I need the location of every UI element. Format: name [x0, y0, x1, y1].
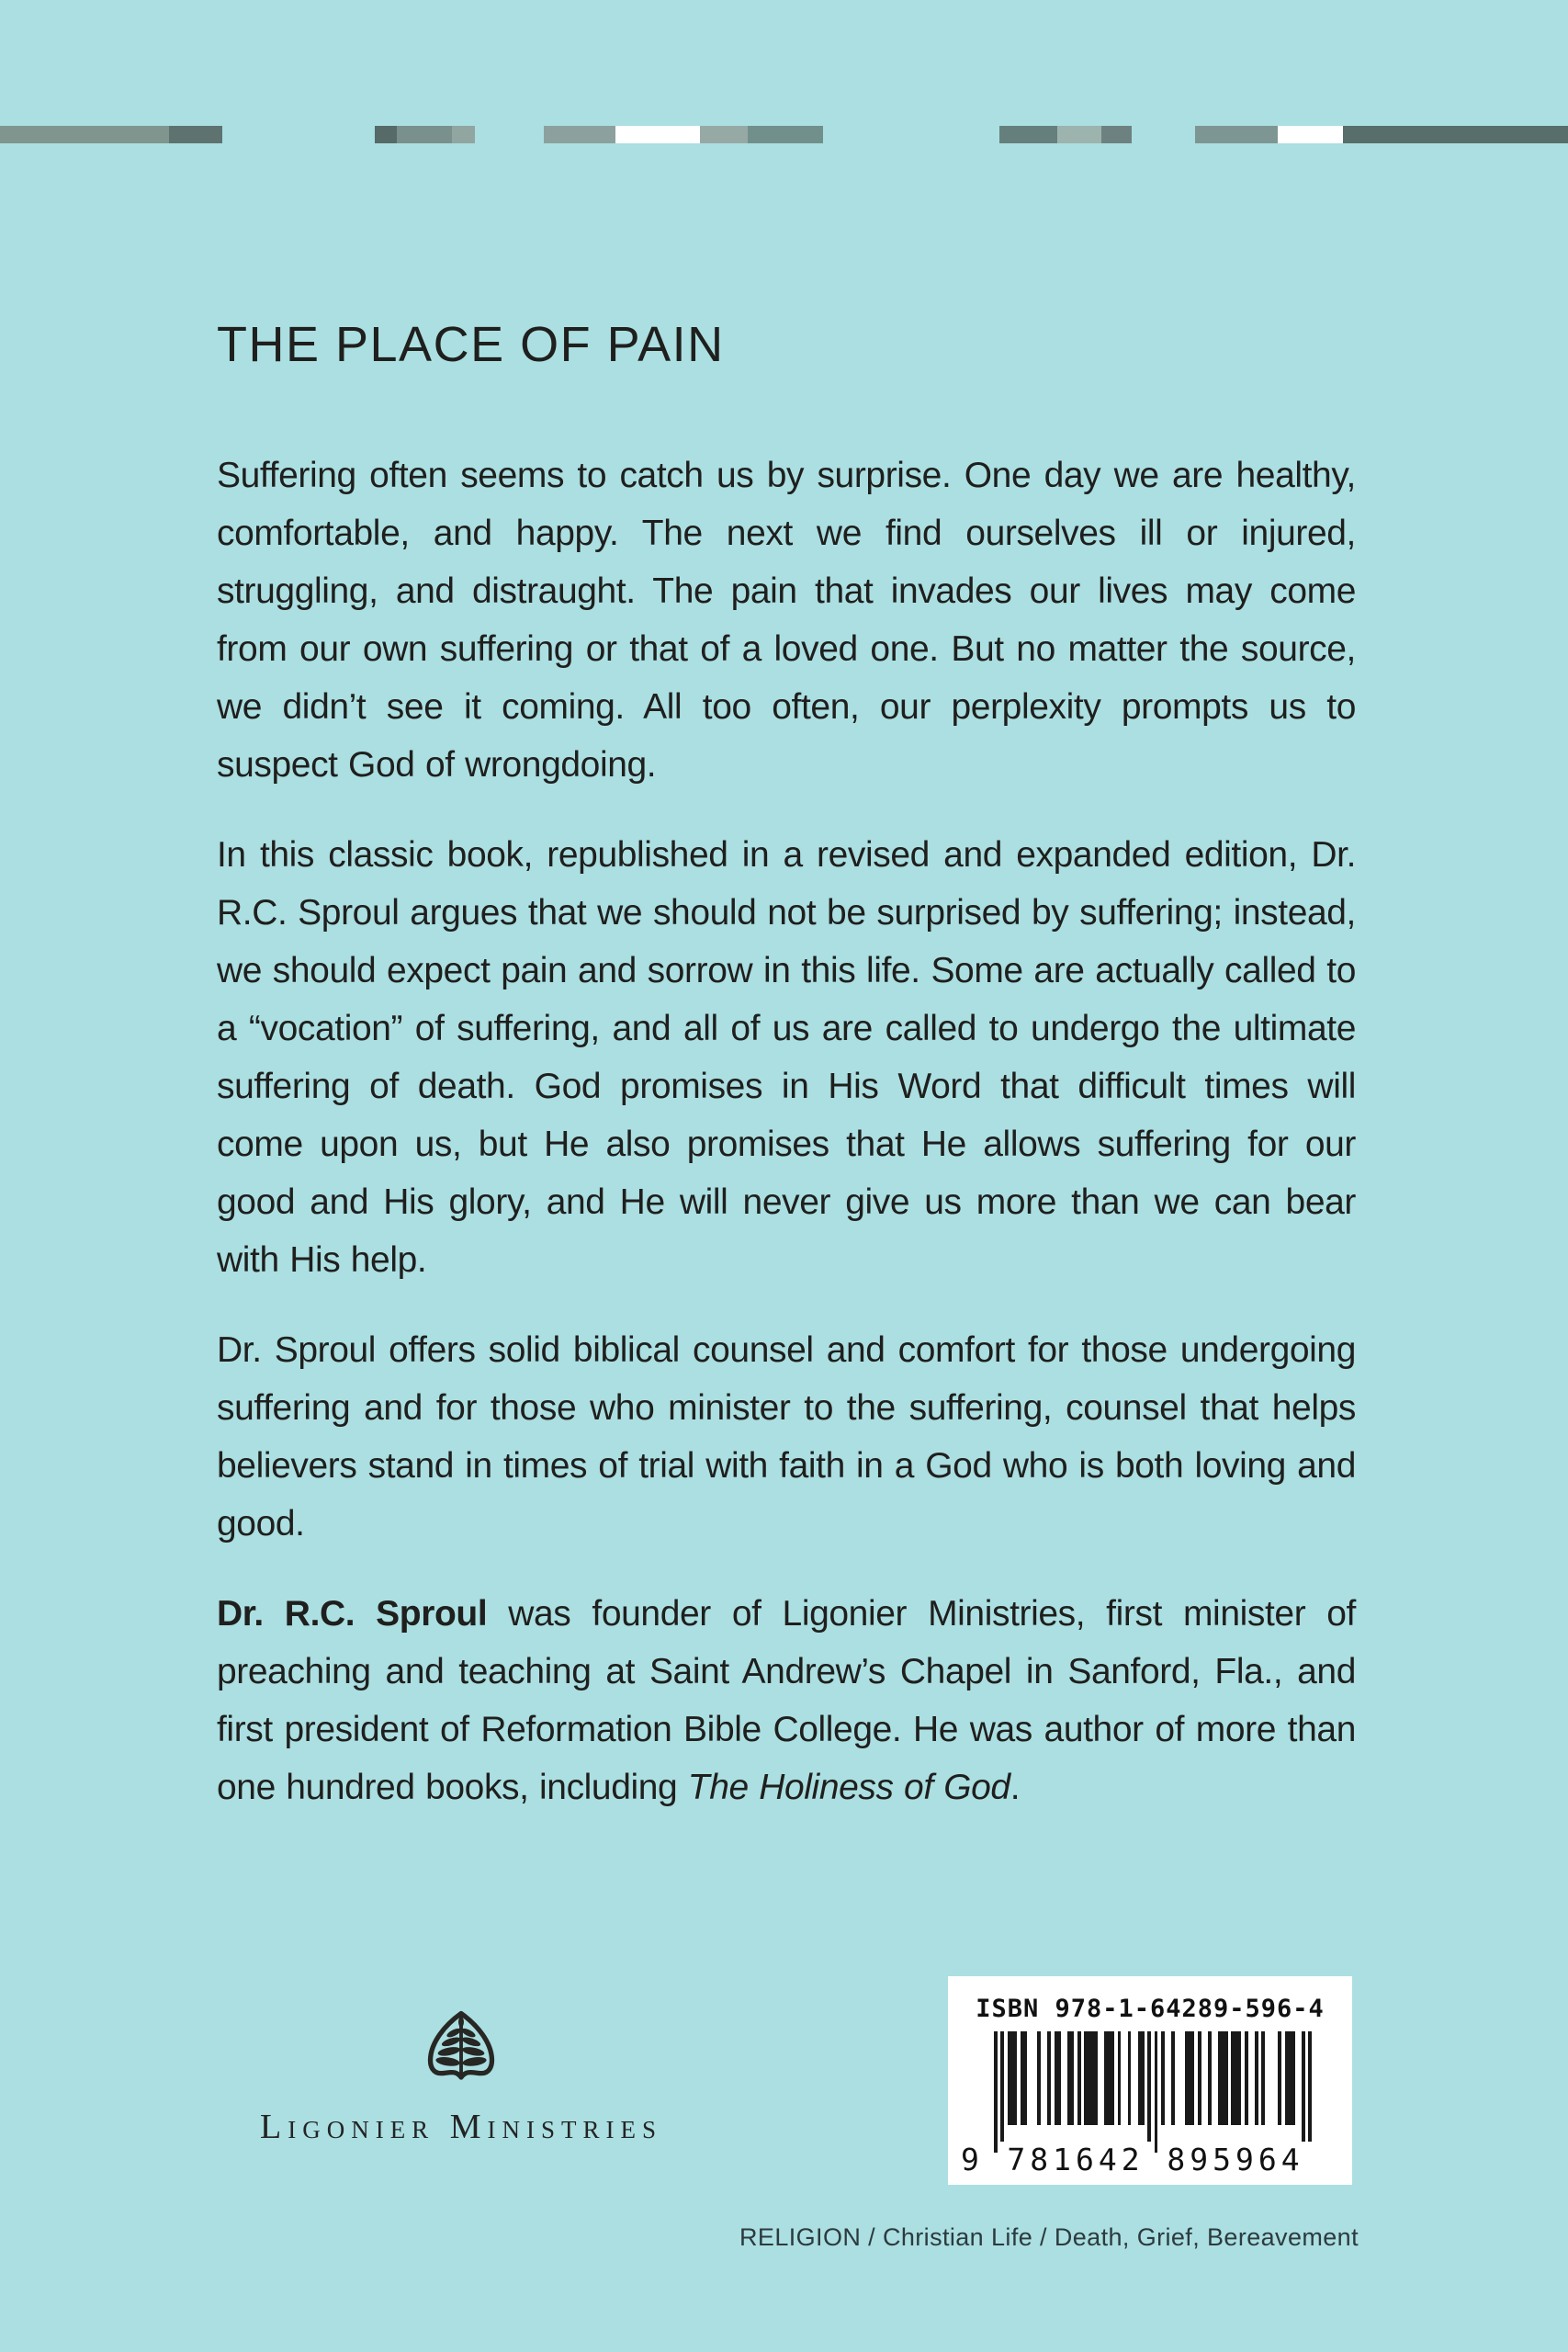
barcode-digit-group1: 781642 — [999, 2142, 1152, 2177]
bio-period: . — [1010, 1768, 1021, 1807]
page-title: THE PLACE OF PAIN — [217, 317, 725, 372]
stripe-segment — [700, 126, 748, 143]
decor-stripe — [0, 126, 1568, 143]
stripe-segment — [544, 126, 615, 143]
back-cover-copy — [217, 317, 1356, 1816]
stripe-segment — [1343, 126, 1568, 143]
stripe-segment — [1057, 126, 1101, 143]
barcode-bar — [1308, 2031, 1312, 2153]
book-title-italic: The Holiness of God — [687, 1768, 1010, 1807]
paragraph-counsel: Dr. Sproul offers solid biblical counsel and comfort for those undergoing suffering and for those who minister to the suffering, counsel that helps believers stand in times of trial with faith in a God who is both loving and good. — [217, 1330, 1356, 1544]
stripe-segment — [1195, 126, 1278, 143]
barcode-digits — [948, 2141, 1352, 2177]
publisher-block — [217, 2008, 705, 2147]
paragraph-intro: Suffering often seems to catch us by surprise. One day we are healthy, comfortable, and happy. The next we find ourselves ill or injured, struggling, and distraught. The pain that invades our lives may come from our own suffering or that of a loved one. But no matter the source, we didn’t see it coming. All too often, our perplexity prompts us to suspect God of wrongdoing. — [217, 456, 1356, 785]
stripe-segment — [375, 126, 397, 143]
barcode-digit-group2: 895964 — [1159, 2142, 1312, 2177]
stripe-segment — [748, 126, 823, 143]
ligonier-tree-icon — [421, 2008, 502, 2093]
stripe-segment — [0, 126, 169, 143]
category-line: RELIGION / Christian Life / Death, Grief, Bereavement — [739, 2223, 1359, 2251]
stripe-segment — [452, 126, 475, 143]
stripe-segment — [615, 126, 700, 143]
stripe-segment — [999, 126, 1057, 143]
stripe-segment — [169, 126, 222, 143]
author-name: Dr. R.C. Sproul — [217, 1594, 488, 1634]
stripe-segment — [397, 126, 452, 143]
barcode-digit-lead: 9 — [961, 2142, 979, 2177]
author-bio-text: was founder of Ligonier Ministries, first minister of preaching and teaching at Saint Andrew’s Chapel in Sanford, Fla., and first president of Reformation Bible College. He was author of more than one hundred books, including — [217, 1594, 1356, 1807]
author-bio — [217, 1585, 1356, 1816]
barcode-bars — [994, 2031, 1312, 2153]
stripe-segment — [1101, 126, 1132, 143]
isbn-barcode — [948, 1976, 1352, 2185]
stripe-segment — [1278, 126, 1343, 143]
publisher-wordmark: Ligonier Ministries — [260, 2108, 662, 2146]
paragraph-book-description: In this classic book, republished in a revised and expanded edition, Dr. R.C. Sproul argues that we should not be surprised by suffering; instead, we should expect pain and sorrow in this life. Some are actually called to a “vocation” of suffering, and all of us are called to undergo the ultimate suffering of death. God promises in His Word that difficult times will come upon us, but He also promises that He allows suffering for our good and His glory, and He will never give us more than we can bear with His help. — [217, 835, 1356, 1280]
isbn-label: ISBN 978-1-64289-596-4 — [976, 1995, 1325, 2023]
